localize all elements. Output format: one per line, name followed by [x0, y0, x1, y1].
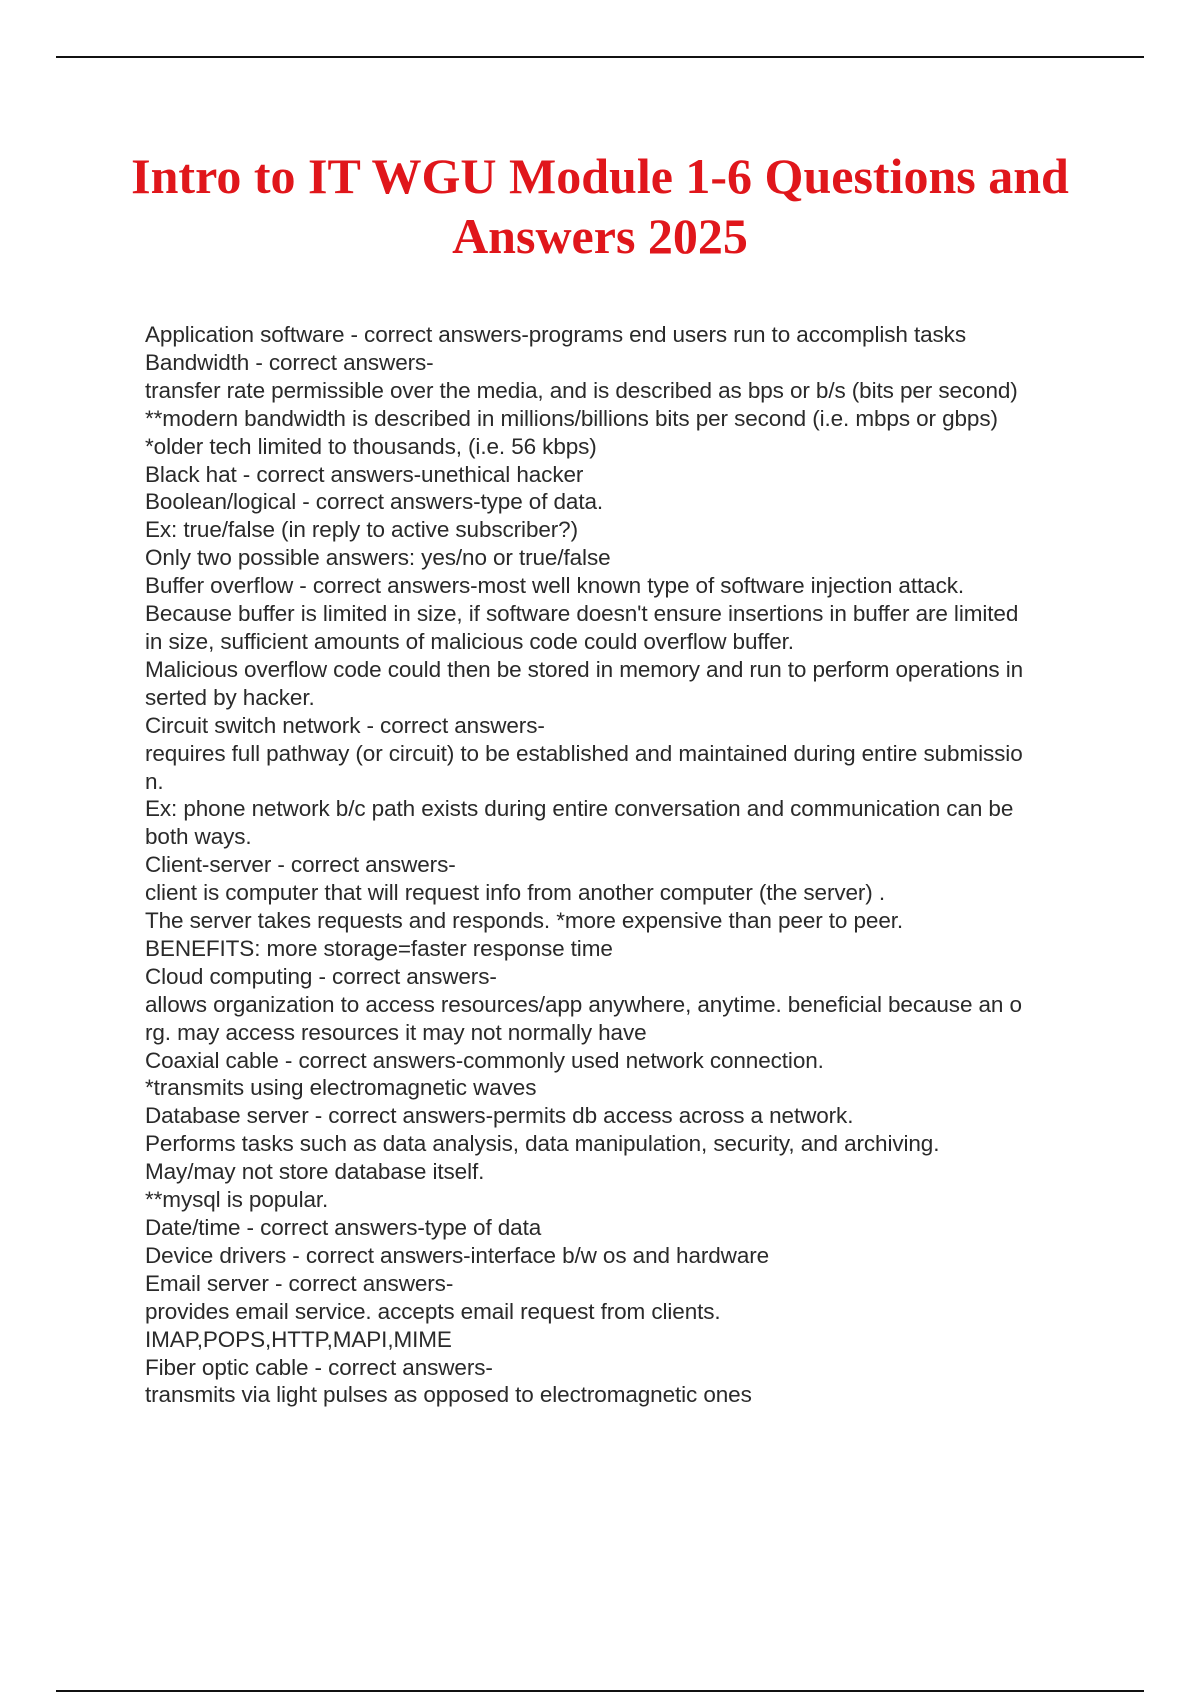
text-line: requires full pathway (or circuit) to be established and maintained during entire submissio: [145, 740, 1023, 766]
text-line: Device drivers - correct answers-interface b/w os and hardware: [145, 1242, 770, 1268]
text-line: *older tech limited to thousands, (i.e. 56 kbps): [145, 433, 597, 459]
text-line: Date/time - correct answers-type of data: [145, 1215, 542, 1240]
text-line: Buffer overflow - correct answers-most well known type of software injection attack.: [145, 573, 965, 599]
text-line: Ex: true/false (in reply to active subscriber?): [145, 517, 578, 543]
text-line: transfer rate permissible over the media, and is described as bps or b/s (bits per second): [145, 377, 1018, 403]
text-line: Black hat - correct answers-unethical hacker: [145, 461, 584, 487]
text-line: Database server - correct answers-permits db access across a network.: [145, 1103, 854, 1129]
text-line: Because buffer is limited in size, if software doesn't ensure insertions in buffer are limited: [145, 601, 1019, 627]
text-line: Cloud computing - correct answers-: [145, 963, 497, 989]
text-line: Coaxial cable - correct answers-commonly used network connection.: [145, 1047, 824, 1073]
text-line: n.: [145, 768, 164, 794]
text-line: **mysql is popular.: [145, 1187, 329, 1213]
text-line: *transmits using electromagnetic waves: [145, 1075, 537, 1101]
text-line: BENEFITS: more storage=faster response time: [145, 935, 613, 961]
text-line: Malicious overflow code could then be stored in memory and run to perform operations in: [145, 656, 1024, 682]
text-line: Boolean/logical - correct answers-type of data.: [145, 489, 604, 515]
text-line: IMAP,POPS,HTTP,MAPI,MIME: [145, 1326, 452, 1352]
header-rule: [56, 56, 1144, 58]
text-line: transmits via light pulses as opposed to electromagnetic ones: [145, 1382, 752, 1408]
text-line: The server takes requests and responds. *more expensive than peer to peer.: [145, 908, 904, 934]
text-line: Email server - correct answers-: [145, 1270, 454, 1296]
text-line: Bandwidth - correct answers-: [145, 349, 434, 375]
text-line: in size, sufficient amounts of malicious code could overflow buffer.: [145, 628, 794, 654]
text-line: rg. may access resources it may not normally have: [145, 1019, 647, 1045]
text-line: **modern bandwidth is described in millions/billions bits per second (i.e. mbps or gbps): [145, 405, 998, 431]
text-line: both ways.: [145, 824, 252, 850]
text-line: Fiber optic cable - correct answers-: [145, 1354, 493, 1380]
text-line: May/may not store database itself.: [145, 1159, 485, 1185]
text-line: Ex: phone network b/c path exists during entire conversation and communication can be: [145, 796, 1014, 822]
text-line: Application software - correct answers-programs end users run to accomplish tasks: [145, 322, 966, 347]
document-body: [145, 321, 1095, 1409]
text-line: Circuit switch network - correct answers-: [145, 712, 545, 738]
text-line: provides email service. accepts email request from clients.: [145, 1298, 721, 1324]
text-line: serted by hacker.: [145, 684, 315, 710]
text-line: Performs tasks such as data analysis, data manipulation, security, and archiving.: [145, 1131, 940, 1157]
footer-rule: [56, 1690, 1144, 1692]
document-title: Intro to IT WGU Module 1-6 Questions and Answers 2025: [131, 148, 1069, 264]
text-line: Only two possible answers: yes/no or true/false: [145, 545, 611, 571]
text-line: Client-server - correct answers-: [145, 852, 456, 878]
text-line: client is computer that will request info from another computer (the server) .: [145, 880, 886, 906]
text-line: allows organization to access resources/app anywhere, anytime. beneficial because an o: [145, 991, 1022, 1017]
